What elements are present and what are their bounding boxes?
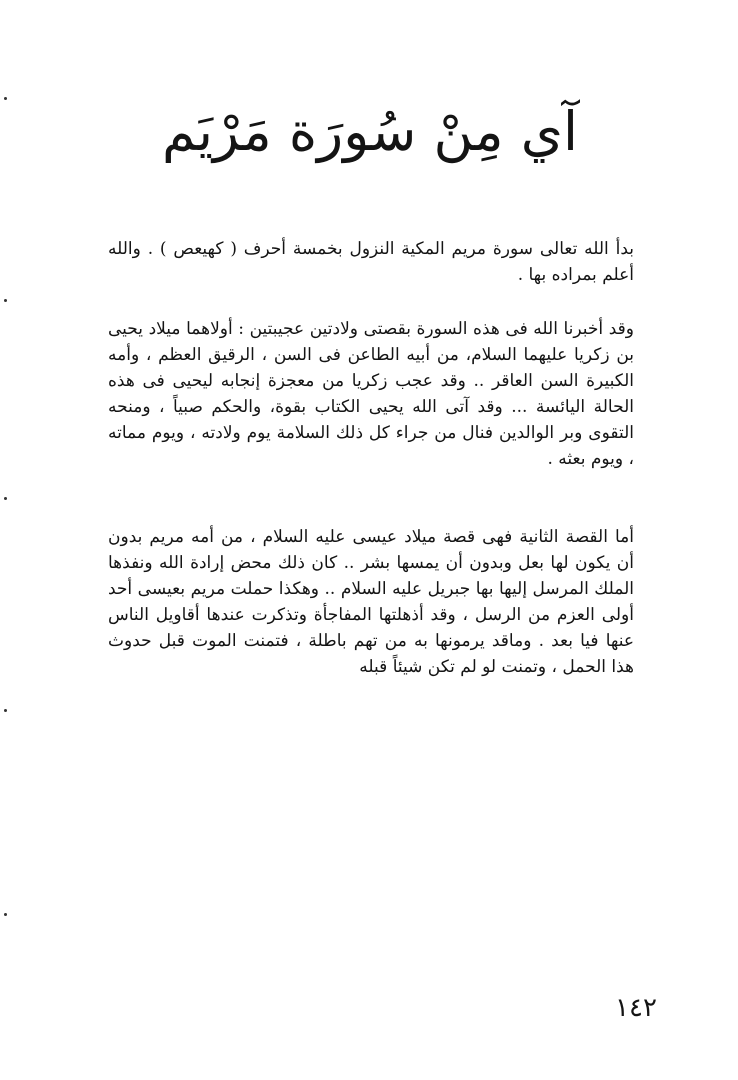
margin-mark <box>4 97 7 100</box>
paragraph-isa-story: أما القصة الثانية فهى قصة ميلاد عيسى عليه السلام ، من أمه مريم بدون أن يكون لها بعل وبدون أن يمسها بشر .. كان ذلك محض إرادة الله ونفذها الملك المرسل إليها بها جبريل عليه السلام .. وهكذا حملت مريم بعيسى أحد أولى العزم من الرسل ، وقد أذهلتها المفاجأة وتذكرت عندها أقاويل الناس عنها فيا بعد . وماقد يرمونها به من تهم باطلة ، فتمنت الموت قبل حدوث هذا الحمل ، وتمنت لو لم تكن شيئاً قبله <box>108 527 634 677</box>
margin-mark <box>4 913 7 916</box>
paragraph-intro: بدأ الله تعالى سورة مريم المكية النزول بخمسة أحرف ( كهيعص ) . والله أعلم بمراده بها . <box>108 239 634 285</box>
margin-mark <box>4 299 7 302</box>
page-title: آي مِنْ سُورَة مَرْيَم <box>162 100 578 163</box>
page-number: ١٤٢ <box>615 993 657 1023</box>
margin-mark <box>4 497 7 500</box>
paragraph-yahya-story: وقد أخبرنا الله فى هذه السورة بقصتى ولادتين عجيبتين : أولاهما ميلاد يحيى بن زكريا عليهما السلام، من أبيه الطاعن فى السن ، الرقيق العظم ، وأمه الكبيرة السن العاقر .. وقد عجب زكريا من معجزة إنجابه ليحيى فى هذه الحالة اليائسة ... وقد آتى الله يحيى الكتاب بقوة، والحكم صبياً ، ومنحه التقوى وبر الوالدين فنال من جراء كل ذلك السلامة يوم ولادته ، ويوم مماته ، ويوم بعثه . <box>108 319 634 469</box>
margin-mark <box>4 709 7 712</box>
